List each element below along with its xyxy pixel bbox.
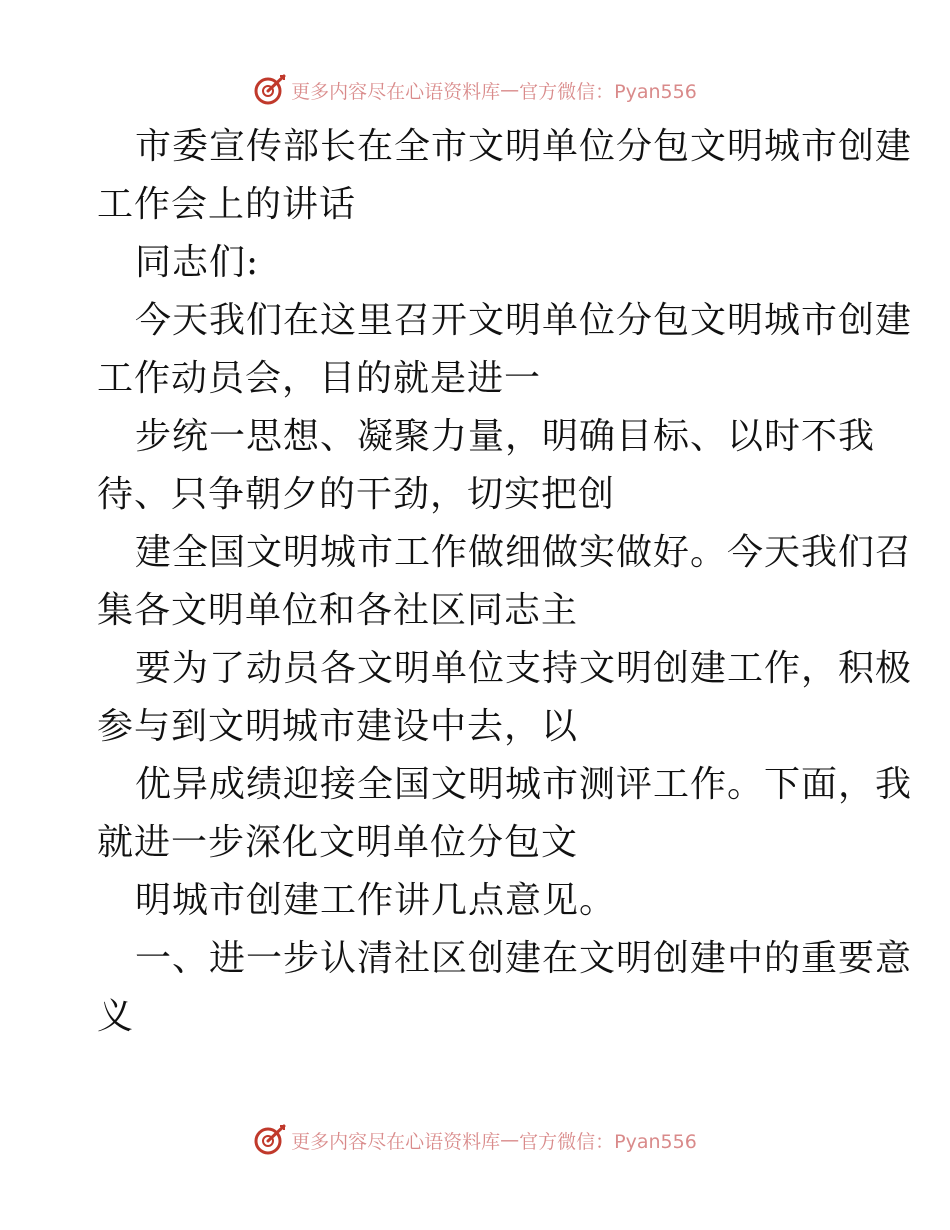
paragraph-line: 待、只争朝夕的干劲，切实把创 bbox=[97, 474, 616, 515]
pen-logo-icon bbox=[253, 1123, 287, 1157]
paragraph-line: 优异成绩迎接全国文明城市测评工作。下面，我 bbox=[135, 764, 913, 805]
banner-main-text: 更多内容尽在心语资料库 bbox=[291, 1130, 501, 1153]
paragraph-line: 建全国文明城市工作做细做实做好。今天我们召 bbox=[135, 532, 913, 573]
header-banner bbox=[0, 70, 950, 110]
banner-main-text: 更多内容尽在心语资料库 bbox=[291, 80, 501, 103]
banner-separator: — bbox=[500, 1129, 520, 1151]
banner-wechat-text: 官方微信：Pyan556 bbox=[519, 80, 697, 103]
paragraph-line: 要为了动员各文明单位支持文明创建工作，积极 bbox=[135, 648, 913, 689]
pen-logo-icon bbox=[253, 73, 287, 107]
banner-wechat-text: 官方微信：Pyan556 bbox=[519, 1130, 697, 1153]
document-body bbox=[97, 118, 913, 1046]
banner-separator: — bbox=[500, 79, 520, 101]
footer-banner bbox=[0, 1120, 950, 1160]
paragraph-line: 明城市创建工作讲几点意见。 bbox=[135, 880, 617, 921]
salutation: 同志们: bbox=[135, 242, 260, 283]
paragraph-line: 今天我们在这里召开文明单位分包文明城市创建 bbox=[135, 300, 913, 341]
title-line-1: 市委宣传部长在全市文明单位分包文明城市创建 bbox=[135, 126, 913, 167]
paragraph-line: 工作动员会，目的就是进一 bbox=[97, 358, 542, 399]
section-heading-line-2: 义 bbox=[97, 996, 135, 1037]
paragraph-line: 步统一思想、凝聚力量，明确目标、以时不我 bbox=[135, 416, 876, 457]
paragraph-line: 集各文明单位和各社区同志主 bbox=[97, 590, 579, 631]
paragraph-line: 就进一步深化文明单位分包文 bbox=[97, 822, 579, 863]
paragraph-line: 参与到文明城市建设中去，以 bbox=[97, 706, 579, 747]
title-line-2: 工作会上的讲话 bbox=[97, 184, 357, 225]
section-heading-line-1: 一、进一步认清社区创建在文明创建中的重要意 bbox=[135, 938, 913, 979]
